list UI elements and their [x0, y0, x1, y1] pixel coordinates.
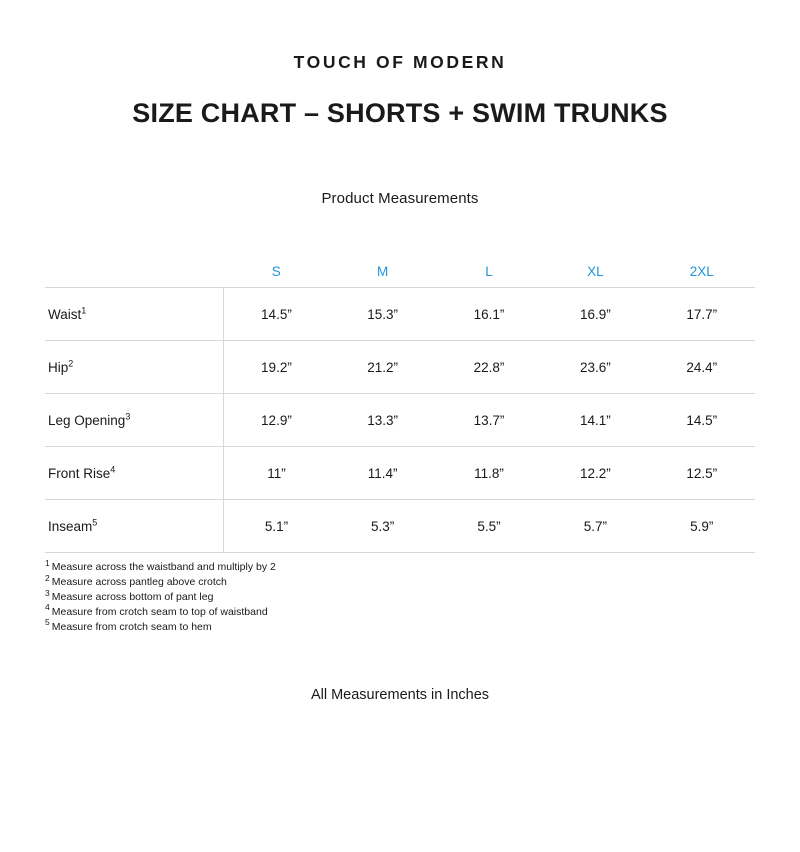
- footnote-marker: 1: [81, 305, 87, 316]
- row-label-leg-opening: [45, 394, 223, 447]
- row-label-front-rise: [45, 447, 223, 500]
- cell-front-rise-2xl: 12.5”: [686, 465, 718, 481]
- footnote-marker: 5: [92, 517, 98, 528]
- row-label-text: Hip: [48, 359, 69, 375]
- cell-inseam-m: 5.3”: [370, 518, 395, 534]
- cell-waist-m: 15.3”: [367, 306, 398, 322]
- row-label-text: Front Rise: [48, 465, 111, 481]
- footnote-item: [45, 557, 755, 575]
- cell-waist-s: 14.5”: [261, 306, 292, 322]
- footnote-number: 3: [45, 587, 50, 598]
- table-head: [45, 237, 755, 288]
- column-header-xl: XL: [587, 264, 604, 280]
- cell-leg-opening-2xl: 14.5”: [686, 412, 718, 428]
- table-row: [45, 288, 755, 341]
- row-label-inseam: [45, 500, 223, 553]
- cell-waist-2xl: 17.7”: [686, 306, 718, 322]
- cell-front-rise-xl: 12.2”: [579, 465, 611, 481]
- footnote-text: Measure across pantleg above crotch: [51, 576, 227, 589]
- cell-hip-s: 19.2”: [261, 359, 292, 375]
- table-row: [45, 447, 755, 500]
- cell-inseam-l: 5.5”: [477, 518, 501, 534]
- footnote-item: [45, 617, 755, 635]
- footnote-marker: 3: [125, 411, 131, 422]
- cell-inseam-xl: 5.7”: [583, 518, 607, 534]
- table-row: [45, 394, 755, 447]
- page-title: SIZE CHART – SHORTS + SWIM TRUNKS: [132, 98, 668, 128]
- cell-hip-m: 21.2”: [367, 359, 398, 375]
- cell-inseam-2xl: 5.9”: [690, 518, 714, 534]
- table-row: [45, 500, 755, 553]
- cell-hip-xl: 23.6”: [579, 359, 611, 375]
- measurement-units-note: All Measurements in Inches: [310, 686, 490, 703]
- footnote-marker: 2: [68, 358, 74, 369]
- footnote-number: 2: [45, 572, 50, 583]
- column-header-l: L: [485, 264, 493, 280]
- footnote-text: Measure from crotch seam to top of waistband: [51, 605, 268, 618]
- cell-hip-l: 22.8”: [473, 359, 505, 375]
- size-chart-page: [0, 52, 800, 852]
- cell-leg-opening-m: 13.3”: [367, 412, 398, 428]
- cell-waist-xl: 16.9”: [579, 306, 611, 322]
- cell-waist-l: 16.1”: [473, 306, 505, 322]
- footnote-text: Measure across the waistband and multiply by 2: [51, 561, 276, 574]
- table-row: [45, 341, 755, 394]
- row-label-waist: [45, 288, 223, 341]
- footnote-item: [45, 602, 755, 620]
- column-header-m: M: [376, 264, 389, 280]
- cell-leg-opening-s: 12.9”: [261, 412, 292, 428]
- cell-leg-opening-l: 13.7”: [473, 412, 505, 428]
- row-label-text: Waist: [48, 306, 82, 322]
- footnote-number: 5: [45, 617, 50, 628]
- footnote-item: [45, 572, 755, 590]
- cell-inseam-s: 5.1”: [264, 518, 289, 534]
- cell-front-rise-l: 11.8”: [474, 465, 504, 481]
- cell-front-rise-m: 11.4”: [367, 465, 398, 481]
- footnote-number: 1: [45, 557, 50, 568]
- column-header-measurement: [45, 237, 223, 288]
- cell-hip-2xl: 24.4”: [686, 359, 718, 375]
- row-label-text: Inseam: [48, 518, 93, 534]
- footnote-text: Measure from crotch seam to hem: [51, 620, 212, 633]
- column-header-s: S: [271, 264, 281, 280]
- row-label-text: Leg Opening: [48, 412, 126, 428]
- measurements-table: [45, 237, 755, 553]
- section-subtitle: Product Measurements: [321, 190, 479, 208]
- footnote-marker: 4: [110, 464, 116, 475]
- footnotes-list: [0, 557, 800, 635]
- footnote-item: [45, 587, 755, 605]
- footnote-number: 4: [45, 602, 50, 613]
- table-body: [45, 288, 755, 553]
- table-header-row: [45, 237, 755, 288]
- row-label-hip: [45, 341, 223, 394]
- footnote-text: Measure across bottom of pant leg: [51, 591, 214, 604]
- column-header-2xl: 2XL: [689, 264, 714, 280]
- brand-wordmark: TOUCH OF MODERN: [293, 52, 507, 72]
- cell-leg-opening-xl: 14.1”: [579, 412, 611, 428]
- cell-front-rise-s: 11”: [267, 465, 286, 481]
- measurements-table-wrapper: [0, 237, 800, 553]
